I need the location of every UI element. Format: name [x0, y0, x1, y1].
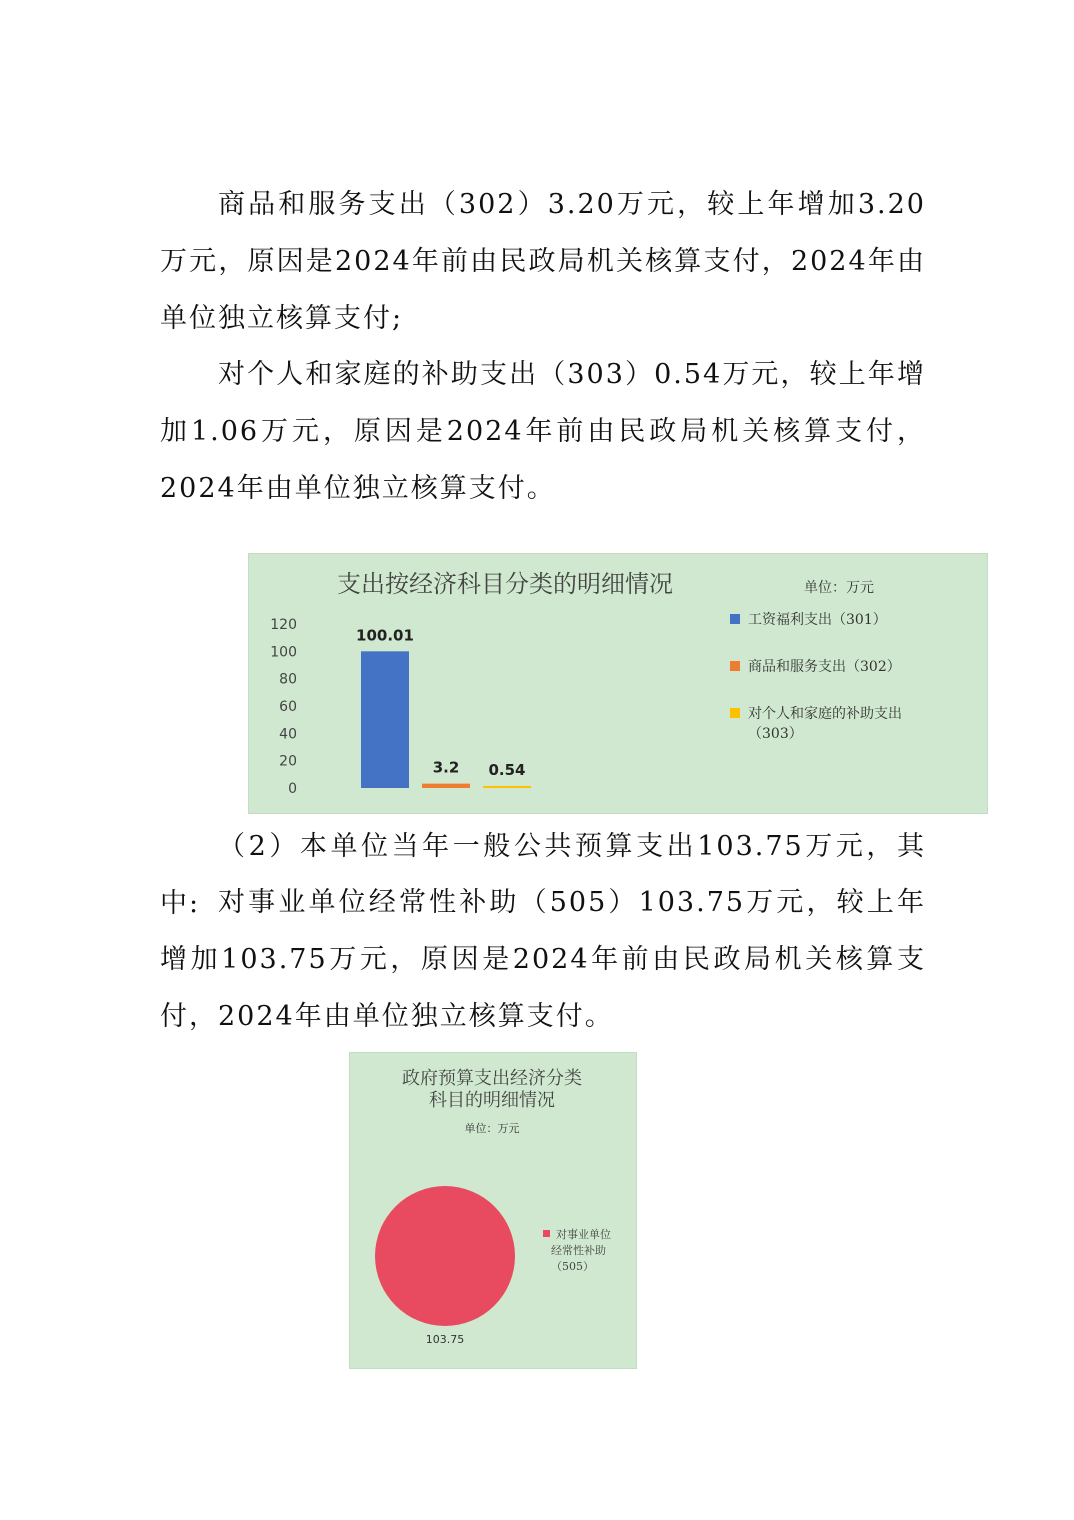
paragraph-goods-services: 商品和服务支出（302）3.20万元，较上年增加3.20万元，原因是2024年前由民政局机关核算支付，2024年由单位独立核算支付;	[160, 189, 926, 334]
legend-swatch	[730, 708, 740, 718]
bar-3	[483, 786, 531, 788]
paragraph-general-budget: （2）本单位当年一般公共预算支出103.75万元，其中:	[160, 831, 926, 919]
bar-data-label: 3.2	[432, 758, 460, 777]
y-tick-label: 120	[270, 617, 297, 633]
bar-chart-title: 支出按经济科目分类的明细情况	[337, 570, 673, 598]
y-tick-label: 0	[288, 781, 297, 797]
bar-2	[422, 784, 470, 788]
legend-label: 经常性补助	[551, 1244, 606, 1257]
bar-chart	[248, 553, 988, 814]
bar-1	[361, 651, 409, 788]
y-tick-label: 60	[279, 699, 297, 715]
legend-label: 商品和服务支出（302）	[748, 659, 901, 675]
y-tick-label: 80	[279, 671, 297, 688]
pie-slice-1	[375, 1186, 515, 1326]
bar-data-label: 0.54	[488, 761, 526, 779]
pie-chart-unit: 单位：万元	[464, 1122, 520, 1135]
pie-data-label: 103.75	[425, 1333, 465, 1346]
y-tick-label: 100	[270, 644, 297, 661]
y-tick-label: 40	[279, 726, 297, 743]
legend-label: （303）	[748, 726, 803, 742]
bar-data-label: 100.01	[356, 626, 414, 645]
legend-label: 对事业单位	[556, 1228, 611, 1241]
legend-swatch	[730, 614, 740, 624]
legend-swatch	[730, 661, 740, 671]
pie-chart-title: 科目的明细情况	[429, 1090, 555, 1111]
pie-chart	[349, 1052, 637, 1369]
paragraph-household-subsidy: 对个人和家庭的补助支出（303）0.54万元，较上年增加1.06万元，原因是2024年前由民政局机关核算支付，2024年由单位独立核算支付。	[160, 359, 926, 504]
legend-label: 对个人和家庭的补助支出	[748, 706, 902, 722]
bar-chart-unit: 单位：万元	[804, 580, 874, 596]
legend-swatch	[543, 1230, 550, 1237]
paragraph-institution-subsidy: 对事业单位经常性补助（505）103.75万元，较上年增加103.75万元，原因是2024年前由民政局机关核算支付，2024年由单位独立核算支付。	[160, 887, 926, 1032]
legend-label: 工资福利支出（301）	[748, 612, 887, 628]
legend-label: （505）	[551, 1260, 594, 1273]
pie-chart-title: 政府预算支出经济分类	[402, 1068, 582, 1089]
y-tick-label: 20	[279, 753, 297, 770]
